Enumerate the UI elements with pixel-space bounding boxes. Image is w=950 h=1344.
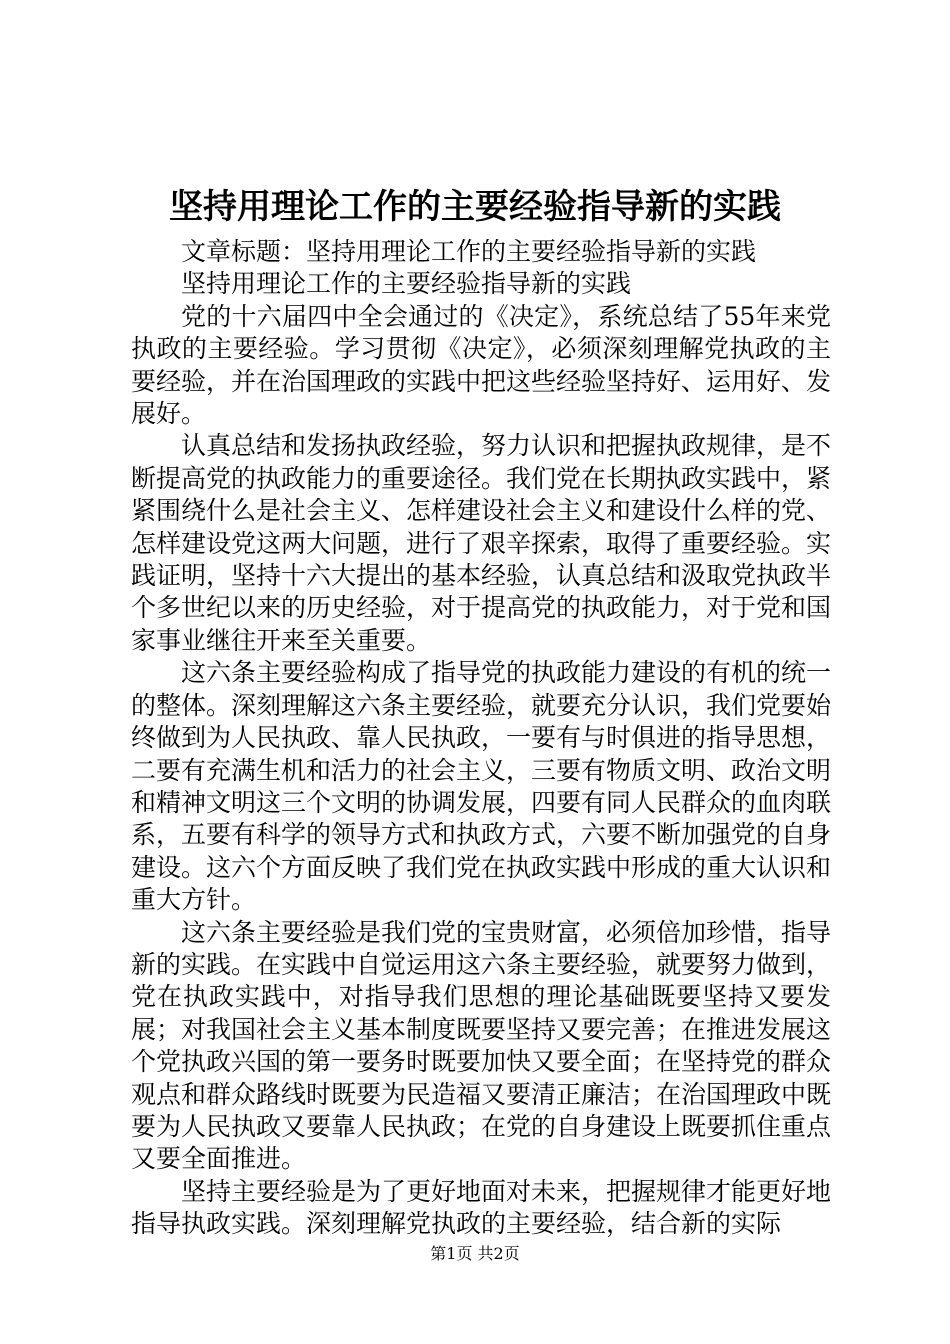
paragraph: 这六条主要经验是我们党的宝贵财富，必须倍加珍惜，指导新的实践。在实践中自觉运用这六条主要经验，就要努力做到，党在执政实践中，对指导我们思想的理论基础既要坚持又要发展；对我国社会主义基本制度既要坚持又要完善；在推进发展这个党执政兴国的第一要务时既要加快又要全面；在坚持党的群众观点和群众路线时既要为民造福又要清正廉洁；在治国理政中既要为人民执政又要靠人民执政；在党的自身建设上既要抓住重点又要全面推进。 [131,917,832,1174]
page-number-footer: 第1页 共2页 [430,1244,520,1263]
subtitle-line: 坚持用理论工作的主要经验指导新的实践 [181,269,632,299]
document-body [131,236,831,1241]
paragraph: 认真总结和发扬执政经验，努力认识和把握执政规律，是不断提高党的执政能力的重要途径。我们党在长期执政实践中，紧紧围绕什么是社会主义、怎样建设社会主义和建设什么样的党、怎样建设党这两大问题，进行了艰辛探索，取得了重要经验。实践证明，坚持十六大提出的基本经验，认真总结和汲取党执政半个多世纪以来的历史经验，对于提高党的执政能力，对于党和国家事业继往开来至关重要。 [131,431,832,655]
paragraph: 这六条主要经验构成了指导党的执政能力建设的有机的统一的整体。深刻理解这六条主要经验，就要充分认识，我们党要始终做到为人民执政、靠人民执政，一要有与时俱进的指导思想，二要有充满生机和活力的社会主义，三要有物质文明、政治文明和精神文明这三个文明的协调发展，四要有同人民群众的血肉联系，五要有科学的领导方式和执政方式，六要不断加强党的自身建设。这六个方面反映了我们党在执政实践中形成的重大认识和重大方针。 [131,658,832,915]
document-title: 坚持用理论工作的主要经验指导新的实践 [169,187,781,227]
paragraph: 坚持主要经验是为了更好地面对未来，把握规律才能更好地指导执政实践。深刻理解党执政的主要经验，结合新的实际 [131,1176,832,1239]
article-title-line: 文章标题：坚持用理论工作的主要经验指导新的实践 [181,237,757,266]
paragraph: 党的十六届四中全会通过的《决定》，系统总结了55年来党执政的主要经验。学习贯彻《决定》，必须深刻理解党执政的主要经验，并在治国理政的实践中把这些经验坚持好、运用好、发展好。 [131,301,832,429]
